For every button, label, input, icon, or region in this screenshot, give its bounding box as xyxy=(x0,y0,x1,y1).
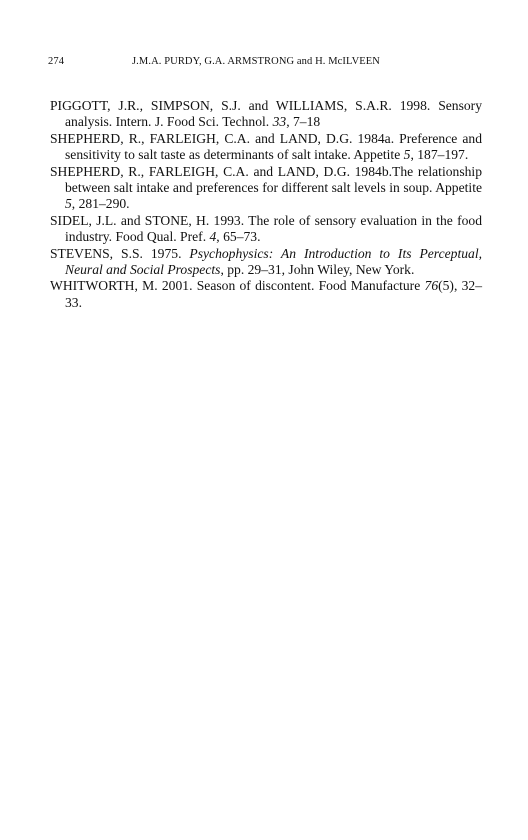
volume-number: 76 xyxy=(424,278,439,294)
volume-number: 5 xyxy=(65,196,72,212)
reference-whitworth-2001: WHITWORTH, M. 2001. Season of discontent. Food Manufacture 76(5), 32–33. xyxy=(50,278,483,310)
reference-stevens-1975: STEVENS, S.S. 1975. Psychophysics: An Introduction to Its Perceptual, Neural and Social Prospects, pp. 29–31, John Wiley, New York. xyxy=(50,245,482,278)
volume-number: 33 xyxy=(272,114,287,130)
reference-list xyxy=(50,98,482,311)
reference-sidel-1993: SIDEL, J.L. and STONE, H. 1993. The role of sensory evaluation in the food industry. Food Qual. Pref. 4, 65–73. xyxy=(50,212,482,245)
running-head xyxy=(48,56,480,72)
volume-number: 5 xyxy=(403,147,411,163)
reference-piggott-1998: PIGGOTT, J.R., SIMPSON, S.J. and WILLIAMS, S.A.R. 1998. Sensory analysis. Intern. J. Food Sci. Technol. 33, 7–18 xyxy=(50,98,482,130)
page-number: 274 xyxy=(48,56,65,67)
volume-number: 4 xyxy=(209,229,217,245)
reference-shepherd-1984b: SHEPHERD, R., FARLEIGH, C.A. and LAND, D.G. 1984b.The relationship between salt intake and preferences for different salt levels in soup. Appetite 5, 281–290. xyxy=(50,163,482,212)
running-title: J.M.A. PURDY, G.A. ARMSTRONG and H. McILVEEN xyxy=(132,56,380,67)
book-title: Psychophysics: An Introduction to Its Perceptual, Neural and Social Prospects xyxy=(65,245,482,278)
reference-shepherd-1984a: SHEPHERD, R., FARLEIGH, C.A. and LAND, D.G. 1984a. Preference and sensitivity to salt taste as determinants of salt intake. Appetite 5, 187–197. xyxy=(50,130,482,163)
